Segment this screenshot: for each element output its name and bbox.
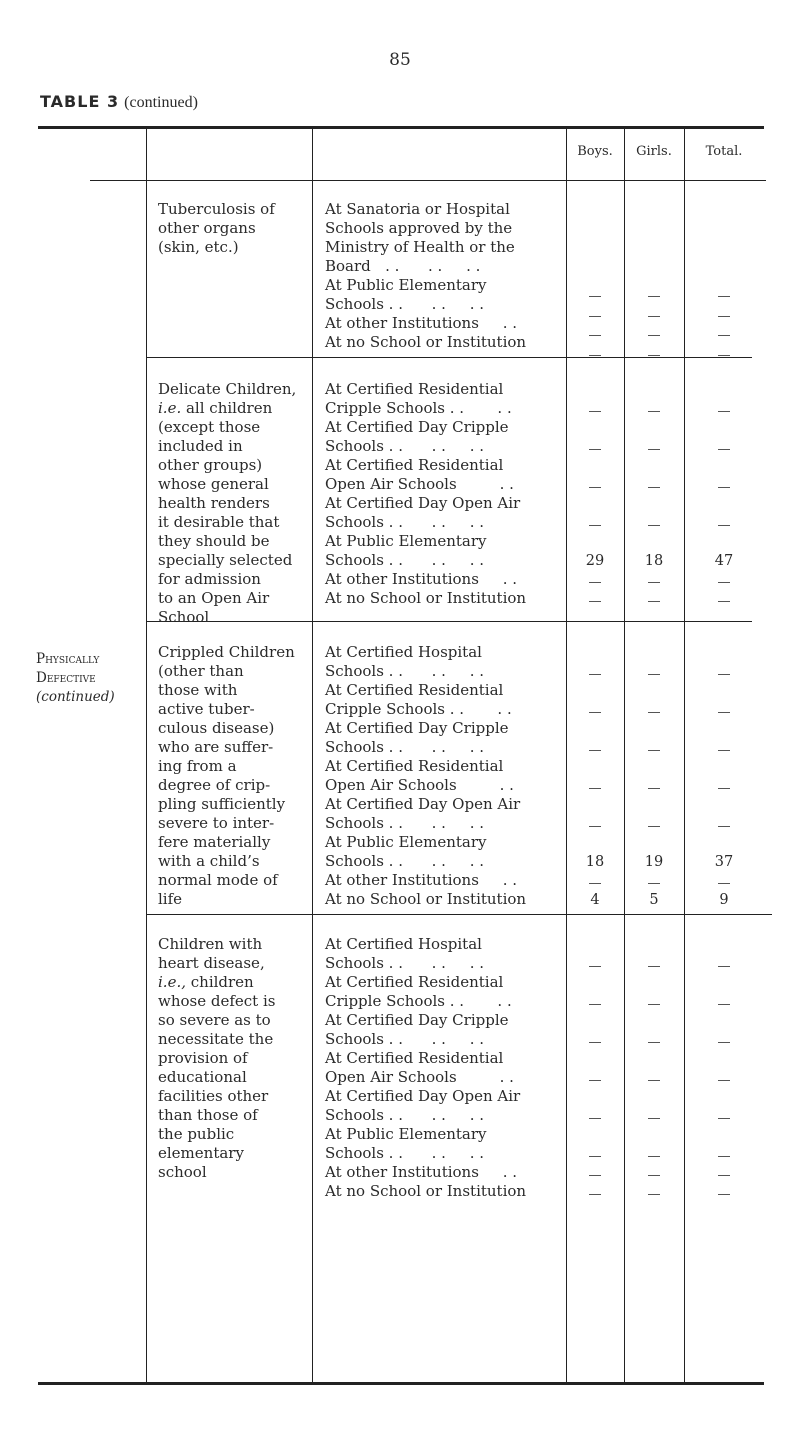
section-4-total-dash: [718, 1080, 730, 1081]
table-title: [40, 92, 198, 112]
section-4-girls-dash: [648, 1156, 660, 1157]
section-3-total-value: [684, 738, 764, 739]
section-4-total-dash: [718, 1175, 730, 1176]
header-rule: [146, 180, 766, 181]
section-2-description-line: they should be: [158, 532, 270, 550]
section-3-boys-value: [566, 776, 624, 777]
section-4-description-line: heart disease,: [158, 954, 265, 972]
section-4-school-line: At Certified Hospital: [325, 935, 482, 953]
section-4-school-line: At Certified Residential: [325, 973, 504, 991]
section-3-school-line: At Public Elementary: [325, 833, 487, 851]
section-3-girls-dash: [648, 750, 660, 751]
section-1-girls-dash: [648, 296, 660, 297]
section-4-boys-value: [566, 1144, 624, 1145]
section-4-boys-value: [566, 1163, 624, 1164]
section-3-total-dash: [718, 750, 730, 751]
category-line-1: Physically: [36, 651, 100, 667]
section-1-girls-value: [624, 323, 684, 324]
section-3-girls-dash: [648, 788, 660, 789]
section-2-boys-dash: [589, 487, 601, 488]
section-1-description-line: Tuberculosis of: [158, 200, 275, 218]
section-2-boys-value: [566, 475, 624, 476]
section-3-girls-value: 19: [644, 854, 664, 870]
section-4-girls-dash: [648, 1080, 660, 1081]
section-3-description-line: Crippled Children: [158, 643, 295, 661]
section-4-girls-dash: [648, 1118, 660, 1119]
section-1-girls-dash: [648, 316, 660, 317]
section-4-description-line: educational: [158, 1068, 247, 1086]
section-3-school-line: Cripple Schools . . . .: [325, 700, 512, 718]
section-2-boys-dash: [589, 582, 601, 583]
section-2-boys-dash: [589, 449, 601, 450]
section-4-description-line: i.e., children: [158, 973, 254, 991]
section-2-total-value: [684, 437, 764, 438]
section-4-boys-dash: [589, 1175, 601, 1176]
section-4-description-line: whose defect is: [158, 992, 276, 1010]
section-3-boys-value: 18: [585, 854, 605, 870]
section-2-girls-value: [624, 513, 684, 514]
section-2-description-line: it desirable that: [158, 513, 280, 531]
section-4-boys-value: [566, 954, 624, 955]
section-3-girls-value: [624, 776, 684, 777]
page-number: 85: [389, 50, 411, 70]
section-1-boys-value: [566, 284, 624, 285]
section-4-boys-dash: [589, 1080, 601, 1081]
section-4-school-line: At Certified Day Open Air: [325, 1087, 521, 1105]
section-2-girls-value: [624, 589, 684, 590]
section-1-total-dash: [718, 296, 730, 297]
section-1-school-line: Schools . . . . . .: [325, 295, 485, 313]
section-2-boys-dash: [589, 601, 601, 602]
section-3-boys-dash: [589, 883, 601, 884]
section-3-girls-value: [624, 738, 684, 739]
section-3-total-value: [684, 871, 764, 872]
section-rule-2: [146, 621, 752, 622]
section-3-description-line: with a child’s: [158, 852, 260, 870]
section-4-boys-dash: [589, 1004, 601, 1005]
section-4-description-line: facilities other: [158, 1087, 269, 1105]
section-4-school-line: Schools . . . . . .: [325, 1030, 485, 1048]
section-1-description-line: (skin, etc.): [158, 238, 239, 256]
section-2-school-line: Schools . . . . . .: [325, 551, 485, 569]
section-4-school-line: At Public Elementary: [325, 1125, 487, 1143]
section-2-description-line: other groups): [158, 456, 263, 474]
section-2-girls-value: [624, 570, 684, 571]
header-total: Total.: [705, 144, 743, 159]
section-4-girls-value: [624, 954, 684, 955]
section-4-girls-dash: [648, 1194, 660, 1195]
section-3-total-dash: [718, 883, 730, 884]
section-4-description-line: elementary: [158, 1144, 244, 1162]
section-2-description-line: (except those: [158, 418, 261, 436]
section-2-girls-dash: [648, 582, 660, 583]
section-3-school-line: Schools . . . . . .: [325, 662, 485, 680]
section-3-boys-dash: [589, 674, 601, 675]
section-4-boys-value: [566, 1182, 624, 1183]
section-2-girls-dash: [648, 449, 660, 450]
section-1-boys-dash: [589, 355, 601, 356]
section-2-girls-value: [624, 399, 684, 400]
section-3-description-line: those with: [158, 681, 238, 699]
table-title-label: TABLE 3: [40, 92, 120, 111]
section-3-total-dash: [718, 712, 730, 713]
section-3-description-line: (other than: [158, 662, 244, 680]
section-1-total-value: [684, 284, 764, 285]
section-4-total-value: [684, 1106, 764, 1107]
section-1-total-value: [684, 304, 764, 305]
col-divider-1: [146, 128, 147, 1384]
section-4-girls-dash: [648, 1004, 660, 1005]
section-3-school-line: Schools . . . . . .: [325, 814, 485, 832]
section-4-description-line: necessitate the: [158, 1030, 274, 1048]
section-3-boys-value: [566, 662, 624, 663]
section-3-boys-value: [566, 814, 624, 815]
section-4-total-value: [684, 1144, 764, 1145]
section-1-school-line: At Sanatoria or Hospital: [325, 200, 510, 218]
section-4-girls-value: [624, 1030, 684, 1031]
category-line-3: (continued): [36, 689, 115, 705]
section-1-total-dash: [718, 316, 730, 317]
section-2-girls-dash: [648, 411, 660, 412]
section-3-boys-value: [566, 871, 624, 872]
section-3-school-line: At Certified Hospital: [325, 643, 482, 661]
section-2-description-line: specially selected: [158, 551, 293, 569]
section-2-girls-dash: [648, 487, 660, 488]
section-4-boys-dash: [589, 1118, 601, 1119]
section-2-boys-value: [566, 589, 624, 590]
section-4-boys-dash: [589, 1156, 601, 1157]
section-2-boys-value: [566, 513, 624, 514]
section-4-girls-dash: [648, 966, 660, 967]
section-4-boys-dash: [589, 1042, 601, 1043]
section-1-boys-dash: [589, 335, 601, 336]
section-4-total-value: [684, 1163, 764, 1164]
section-4-school-line: At Certified Day Cripple: [325, 1011, 509, 1029]
section-4-description-line: Children with: [158, 935, 263, 953]
header-rule-left: [90, 180, 146, 181]
section-4-total-value: [684, 1030, 764, 1031]
section-2-description-line: Delicate Children,: [158, 380, 297, 398]
section-2-description-line: health renders: [158, 494, 270, 512]
section-3-school-line: At other Institutions . .: [325, 871, 518, 889]
section-3-girls-dash: [648, 883, 660, 884]
section-3-total-value: [684, 662, 764, 663]
section-2-description-line: School: [158, 608, 210, 626]
section-4-description-line: than those of: [158, 1106, 258, 1124]
section-1-boys-value: [566, 304, 624, 305]
section-3-total-dash: [718, 674, 730, 675]
section-2-description-line: i.e. all children: [158, 399, 273, 417]
section-2-school-line: Schools . . . . . .: [325, 437, 485, 455]
section-4-girls-value: [624, 1182, 684, 1183]
section-2-girls-value: [624, 475, 684, 476]
section-3-description-line: who are suffer-: [158, 738, 274, 756]
section-2-boys-dash: [589, 525, 601, 526]
section-3-total-value: [684, 814, 764, 815]
section-3-description-line: severe to inter-: [158, 814, 275, 832]
section-2-school-line: At Certified Residential: [325, 456, 504, 474]
section-4-total-value: [684, 992, 764, 993]
section-2-total-value: 47: [714, 553, 734, 569]
section-3-description-line: degree of crip-: [158, 776, 271, 794]
col-divider-3: [566, 128, 567, 1384]
section-3-description-line: normal mode of: [158, 871, 278, 889]
table-title-suffix: (continued): [124, 94, 198, 111]
section-1-girls-value: [624, 284, 684, 285]
section-1-total-dash: [718, 335, 730, 336]
section-1-girls-value: [624, 343, 684, 344]
section-2-total-dash: [718, 582, 730, 583]
section-4-description-line: provision of: [158, 1049, 248, 1067]
section-1-girls-dash: [648, 355, 660, 356]
section-2-school-line: Schools . . . . . .: [325, 513, 485, 531]
section-3-description-line: active tuber-: [158, 700, 255, 718]
section-4-school-line: At no School or Institution: [325, 1182, 527, 1200]
section-2-girls-value: 18: [644, 553, 664, 569]
col-divider-4: [624, 128, 625, 1384]
section-2-total-value: [684, 399, 764, 400]
section-3-school-line: At Certified Day Cripple: [325, 719, 509, 737]
section-3-school-line: At Certified Residential: [325, 757, 504, 775]
section-3-school-line: At Certified Residential: [325, 681, 504, 699]
section-1-total-value: [684, 343, 764, 344]
section-4-total-dash: [718, 1156, 730, 1157]
section-4-school-line: At other Institutions . .: [325, 1163, 518, 1181]
section-3-school-line: At Certified Day Open Air: [325, 795, 521, 813]
section-2-boys-dash: [589, 411, 601, 412]
section-4-girls-value: [624, 1163, 684, 1164]
section-4-girls-dash: [648, 1042, 660, 1043]
section-2-total-value: [684, 570, 764, 571]
section-3-girls-value: [624, 662, 684, 663]
section-4-boys-value: [566, 1030, 624, 1031]
col-divider-5: [684, 128, 685, 1384]
section-3-school-line: Schools . . . . . .: [325, 852, 485, 870]
section-3-description-line: life: [158, 890, 183, 908]
section-2-school-line: At no School or Institution: [325, 589, 527, 607]
section-2-description-line: to an Open Air: [158, 589, 270, 607]
section-4-description-line: so severe as to: [158, 1011, 271, 1029]
section-3-boys-dash: [589, 826, 601, 827]
section-1-boys-dash: [589, 296, 601, 297]
section-4-girls-dash: [648, 1175, 660, 1176]
section-rule-3: [146, 914, 772, 915]
section-1-girls-value: [624, 304, 684, 305]
section-4-boys-value: [566, 1068, 624, 1069]
section-4-total-value: [684, 1068, 764, 1069]
section-1-boys-value: [566, 323, 624, 324]
section-3-total-value: [684, 700, 764, 701]
section-2-total-dash: [718, 487, 730, 488]
section-3-boys-dash: [589, 750, 601, 751]
section-1-school-line: Board . . . . . .: [325, 257, 481, 275]
section-3-school-line: At no School or Institution: [325, 890, 527, 908]
category-label: [36, 650, 115, 707]
section-4-total-value: [684, 1182, 764, 1183]
section-2-boys-value: [566, 570, 624, 571]
section-1-school-line: Ministry of Health or the: [325, 238, 515, 256]
section-4-school-line: Schools . . . . . .: [325, 954, 485, 972]
section-3-girls-value: [624, 814, 684, 815]
section-4-school-line: Schools . . . . . .: [325, 1144, 485, 1162]
section-2-school-line: At Certified Day Cripple: [325, 418, 509, 436]
section-3-school-line: Schools . . . . . .: [325, 738, 485, 756]
section-1-boys-value: [566, 343, 624, 344]
section-1-total-dash: [718, 355, 730, 356]
section-3-girls-value: [624, 871, 684, 872]
section-3-description-line: fere materially: [158, 833, 271, 851]
section-4-total-dash: [718, 1194, 730, 1195]
section-1-girls-dash: [648, 335, 660, 336]
section-2-total-dash: [718, 525, 730, 526]
section-2-girls-value: [624, 437, 684, 438]
section-4-boys-dash: [589, 966, 601, 967]
section-1-description-line: other organs: [158, 219, 256, 237]
section-3-total-value: 37: [714, 854, 734, 870]
section-2-description-line: whose general: [158, 475, 269, 493]
section-3-total-value: 9: [719, 892, 729, 908]
section-2-school-line: At other Institutions . .: [325, 570, 518, 588]
section-3-girls-dash: [648, 826, 660, 827]
section-4-girls-value: [624, 1106, 684, 1107]
section-1-boys-dash: [589, 316, 601, 317]
section-4-girls-value: [624, 1068, 684, 1069]
section-4-description-line: school: [158, 1163, 207, 1181]
section-2-school-line: At Public Elementary: [325, 532, 487, 550]
section-3-description-line: ing from a: [158, 757, 237, 775]
header-boys: Boys.: [577, 144, 613, 159]
section-2-total-dash: [718, 411, 730, 412]
section-4-total-dash: [718, 1118, 730, 1119]
section-2-girls-dash: [648, 601, 660, 602]
section-2-total-value: [684, 475, 764, 476]
section-3-description-line: pling sufficiently: [158, 795, 286, 813]
section-3-boys-dash: [589, 712, 601, 713]
section-rule-1: [146, 357, 752, 358]
section-3-boys-dash: [589, 788, 601, 789]
section-2-girls-dash: [648, 525, 660, 526]
section-1-school-line: At Public Elementary: [325, 276, 487, 294]
section-4-description-line: the public: [158, 1125, 235, 1143]
section-4-school-line: Cripple Schools . . . .: [325, 992, 512, 1010]
section-4-boys-dash: [589, 1194, 601, 1195]
section-2-school-line: Cripple Schools . . . .: [325, 399, 512, 417]
section-3-total-dash: [718, 788, 730, 789]
section-3-girls-dash: [648, 674, 660, 675]
section-4-total-dash: [718, 966, 730, 967]
section-4-boys-value: [566, 992, 624, 993]
section-2-school-line: Open Air Schools . .: [325, 475, 514, 493]
section-3-girls-dash: [648, 712, 660, 713]
category-line-2: Defective: [36, 670, 96, 686]
section-2-school-line: At Certified Day Open Air: [325, 494, 521, 512]
section-4-total-value: [684, 954, 764, 955]
header-girls: Girls.: [636, 144, 672, 159]
section-2-boys-value: [566, 437, 624, 438]
section-3-girls-value: [624, 700, 684, 701]
section-3-total-value: [684, 776, 764, 777]
col-divider-2: [312, 128, 313, 1384]
section-3-school-line: Open Air Schools . .: [325, 776, 514, 794]
section-4-total-dash: [718, 1042, 730, 1043]
section-2-school-line: At Certified Residential: [325, 380, 504, 398]
section-1-total-value: [684, 323, 764, 324]
section-3-description-line: culous disease): [158, 719, 275, 737]
section-4-school-line: At Certified Residential: [325, 1049, 504, 1067]
section-2-total-dash: [718, 601, 730, 602]
section-1-school-line: Schools approved by the: [325, 219, 513, 237]
section-1-school-line: At other Institutions . .: [325, 314, 518, 332]
section-2-total-value: [684, 513, 764, 514]
section-4-girls-value: [624, 992, 684, 993]
section-1-school-line: At no School or Institution: [325, 333, 527, 351]
section-4-total-dash: [718, 1004, 730, 1005]
section-4-school-line: Schools . . . . . .: [325, 1106, 485, 1124]
section-3-boys-value: [566, 738, 624, 739]
section-2-total-value: [684, 589, 764, 590]
section-2-description-line: included in: [158, 437, 243, 455]
section-3-boys-value: 4: [590, 892, 600, 908]
section-3-girls-value: 5: [649, 892, 659, 908]
section-2-total-dash: [718, 449, 730, 450]
section-2-boys-value: [566, 399, 624, 400]
section-3-total-dash: [718, 826, 730, 827]
section-4-girls-value: [624, 1144, 684, 1145]
section-2-boys-value: 29: [585, 553, 605, 569]
section-4-school-line: Open Air Schools . .: [325, 1068, 514, 1086]
section-2-description-line: for admission: [158, 570, 261, 588]
section-3-boys-value: [566, 700, 624, 701]
section-4-boys-value: [566, 1106, 624, 1107]
